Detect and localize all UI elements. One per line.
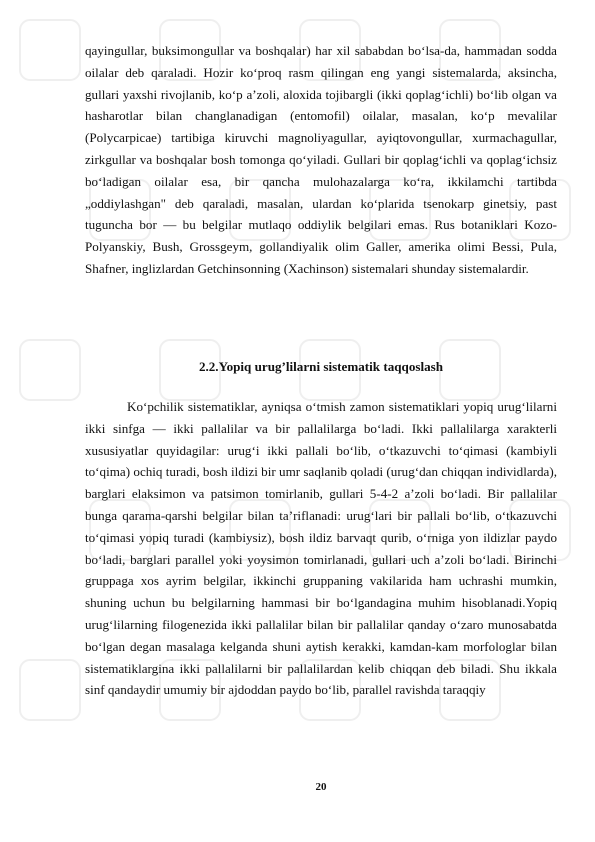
body-paragraph-2: Ko‘pchilik sistematiklar, ayniqsa o‘tmish zamon sistematiklari yopiq urug‘lilarni ikki sinfga — ikki pallalilar va bir pallalilarga bo‘ladi. Ikki pallalilarga xarakterli xususiyatlar quyidagilar: urug‘i ikki pallali bo‘lib, o‘tkazuvchi to‘qimasi (kambiyli to‘qima) ochiq turadi, bosh ildizi bir umr saqlanib qoladi (urug‘dan chiqqan individlarda), barglari elaksimon va patsimon tomirlanib, gullari 5-4-2 a’zoli bo‘ladi. Bir pallalilar bunga qarama-qarshi belgilar bilan ta’riflanadi: urug‘lari bir pallali bo‘lib, o‘tkazuvchi to‘qimasi yopiq turadi (kambiysiz), bosh ildiz barvaqt qurib, o‘rniga yon ildizlar paydo bo‘ladi, barglari parallel yoki yoysimon tomirlanadi, gullari uch a’zoli bo‘ladi. Birinchi gruppaga xos ayrim belgilar, ikkinchi gruppaning vakilarida ham uchrashi mumkin, shuning uchun bu belgilarning hammasi bir bo‘lgandagina muhim hisoblanadi.Yopiq urug‘lilarning filogenezida ikki pallalilar bilan bir pallalilar qanday o‘zaro munosabatda bo‘lgan degan masalaga kelganda shuni aytish kerakki, kamdan-kam morfologlar bilan sistematiklargina ikki pallalilarni bir pallalilardan kelib chiqqan deb biladi. Shu ikkala sinf qandaydir umumiy bir ajdoddan paydo bo‘lib, parallel ravishda taraqqiy: [85, 399, 557, 698]
page-number: 20: [315, 781, 327, 793]
section-heading: 2.2.Yopiq urug’lilarni sistematik taqqoslash: [198, 359, 444, 374]
body-paragraph-1: qayingullar, buksimongullar va boshqalar) har xil sababdan bo‘lsa-da, hammadan sodda oilalar deb qaraladi. Hozir ko‘proq rasm qilingan eng yangi sistemalarda, aksincha, gullari yaxshi rivojlanib, ko‘p a’zoli, aloxida tojibargli (ikki qoplag‘ichli) bo‘lib olgan va hasharotlar bilan changlanadigan (entomofil) oilalar, masalan, ko‘p mevalilar (Polycarpicae) tartibiga kiruvchi magnoliyagullar, ayiqtovongullar, xurmachagullar, zirkgullar va boshqalar bosh tomonga qo‘yiladi. Gullari bir qoplag‘ichli va qoplag‘ichsiz bo‘ladigan oilalar esa, bir qancha mulohazalarga ko‘ra, ikkilamchi tartibda „oddiylashgan" deb qaraladi, masalan, ulardan ko‘plarida tsenokarp ginetsiy, past tuguncha bor — bu belgilar mutlaqo oddiylik belgilari emas. Rus botaniklari Kozo-Polyanskiy, Bush, Grossgeym, gollandiyalik olim Galler, amerika olimi Bessi, Pula, Shafner, inglizlardan Getchinsonning (Xachinson) sistemalari shunday sistemalardir.: [85, 43, 557, 276]
